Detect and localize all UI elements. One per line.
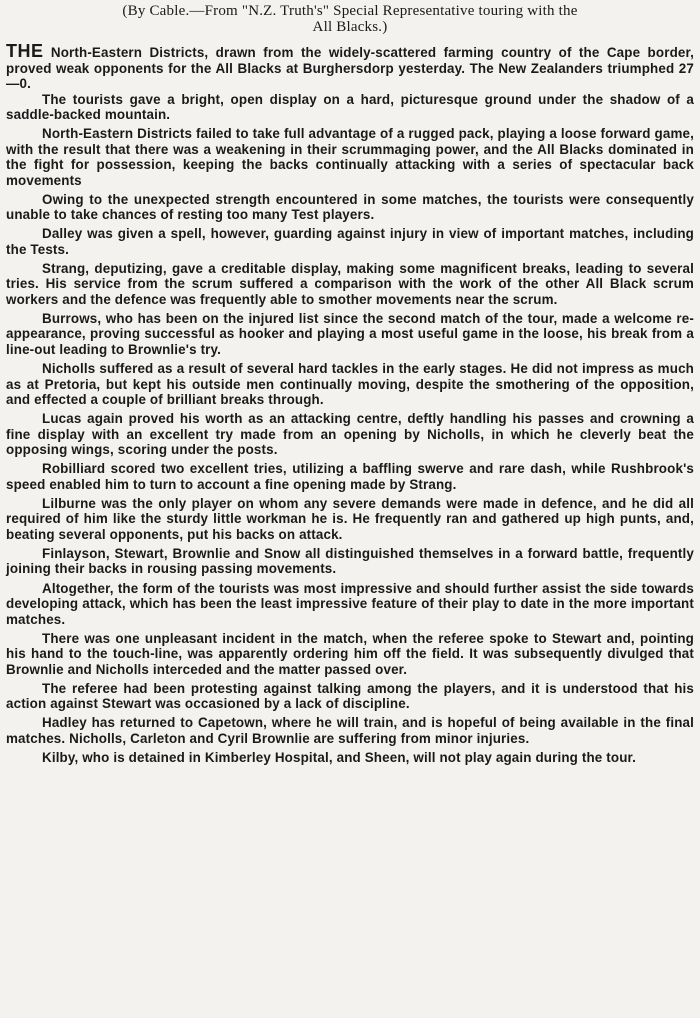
dateline xyxy=(6,3,694,35)
paragraph-2: North-Eastern Districts failed to take full advantage of a rugged pack, playing a loose forward game, with the result that there was a weakening in their scrummaging power, and the All Blacks dominated in the fight for possession, keeping the backs continually attacking with a series of spectacular back movements xyxy=(6,126,694,188)
dateline-line-1: (By Cable.—From "N.Z. Truth's" Special Representative touring with the xyxy=(122,3,578,19)
paragraph-7: Nicholls suffered as a result of several hard tackles in the early stages. He did not impress as much as at Pretoria, but kept his outside men continually moving, despite the smothering of the opposition, and effected a couple of brilliant breaks through. xyxy=(6,361,694,408)
article-body xyxy=(6,41,694,765)
lead-text: North-Eastern Districts, drawn from the widely-scattered farming country of the Cape border, proved weak opponents for the All Blacks at Burghersdorp yesterday. The New Zealanders triumphed 27—0. xyxy=(6,45,694,91)
lead-paragraph xyxy=(6,41,694,92)
paragraph-15: Hadley has returned to Capetown, where he will train, and is hopeful of being available in the final matches. Nicholls, Carleton and Cyril Brownlie are suffering from minor injuries. xyxy=(6,715,694,746)
paragraph-14: The referee had been protesting against talking among the players, and it is understood that his action against Stewart was occasioned by a lack of discipline. xyxy=(6,680,694,712)
paragraph-1: The tourists gave a bright, open display on a hard, picturesque ground under the shadow of a saddle-backed mountain. xyxy=(6,91,694,122)
paragraph-8: Lucas again proved his worth as an attacking centre, deftly handling his passes and crowning a fine display with an excellent try made from an opening by Nicholls, in which he cleverly beat the opposing wings, scoring under the posts. xyxy=(6,411,694,458)
paragraph-10: Lilburne was the only player on whom any severe demands were made in defence, and he did all required of him like the sturdy little workman he is. He frequently ran and gathered up high punts, and, beating several opponents, put his backs on attack. xyxy=(6,495,694,542)
dateline-line-2: All Blacks.) xyxy=(312,19,388,35)
paragraph-4: Dalley was given a spell, however, guarding against injury in view of important matches, including the Tests. xyxy=(6,226,694,257)
paragraph-5: Strang, deputizing, gave a creditable display, making some magnificent breaks, leading to several tries. His service from the scrum suffered a comparison with the work of the other All Black scrum workers and the defence was frequently able to smother movements near the scrum. xyxy=(6,260,694,307)
paragraph-6: Burrows, who has been on the injured list since the second match of the tour, made a welcome re-appearance, proving successful as hooker and playing a most useful game in the loose, his break from a line-out leading to Brownlie's try. xyxy=(6,310,694,357)
paragraph-11: Finlayson, Stewart, Brownlie and Snow all distinguished themselves in a forward battle, frequently joining their backs in rousing passing movements. xyxy=(6,545,694,577)
lead-capital-word: THE xyxy=(6,41,44,61)
paragraph-16: Kilby, who is detained in Kimberley Hospital, and Sheen, will not play again during the tour. xyxy=(42,749,637,765)
paragraph-13: There was one unpleasant incident in the match, when the referee spoke to Stewart and, pointing his hand to the touch-line, was apparently ordering him off the field. It was subsequently divulged that Brownlie and Nicholls interceded and the matter passed over. xyxy=(6,630,694,677)
paragraph-3: Owing to the unexpected strength encountered in some matches, the tourists were consequently unable to take chances of resting too many Test players. xyxy=(6,191,694,223)
paragraph-9: Robilliard scored two excellent tries, utilizing a baffling swerve and rare dash, while Rushbrook's speed enabled him to turn to account a fine opening made by Strang. xyxy=(6,461,694,492)
paragraph-12: Altogether, the form of the tourists was most impressive and should further assist the side towards developing attack, which has been the least impressive feature of their play to date in the more important matches. xyxy=(6,580,694,627)
